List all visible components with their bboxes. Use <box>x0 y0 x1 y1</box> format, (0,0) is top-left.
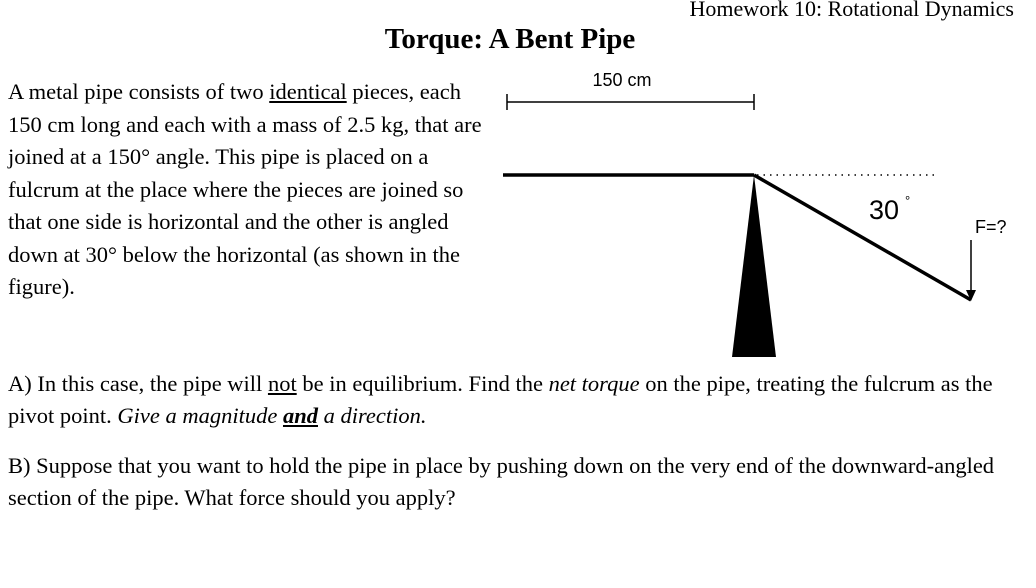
part-a-text: A) In this case, the pipe will <box>8 371 268 396</box>
bent-pipe-figure <box>495 60 1025 365</box>
question-part-b: B) Suppose that you want to hold the pipe in place by pushing down on the very end of the downward-angled section of the pipe. What force should you apply? <box>8 453 995 510</box>
homework-header: Homework 10: Rotational Dynamics <box>689 0 1014 21</box>
bent-pipe-diagram <box>495 60 1025 365</box>
intro-text-rest: pieces, each 150 cm long and each with a mass of 2.5 kg, that are joined at a 150° angle. This pipe is placed on a fulcrum at the place where the pieces are joined so that one side is horizontal and the other is angled down at 30° below the horizontal (as shown in the figure). <box>8 79 482 299</box>
angle-label: 30 <box>869 195 900 225</box>
question-part-a <box>8 368 1018 432</box>
length-label: 150 cm <box>592 70 652 90</box>
angle-degree-mark: ° <box>905 193 911 208</box>
part-a-text-2: be in equilibrium. Find the <box>296 371 549 396</box>
part-a-instruction: Give a magnitude <box>117 403 283 428</box>
problem-intro <box>8 76 492 304</box>
part-a-text-3: on the pipe, treating the fulcrum as the pivot point. <box>8 371 993 428</box>
intro-underlined-word: identical <box>269 79 347 104</box>
force-label: F=? <box>975 217 1007 237</box>
fulcrum <box>732 175 776 357</box>
part-a-instruction-end: a direction. <box>318 403 427 428</box>
part-a-emphasis-and: and <box>282 403 318 428</box>
part-a-underlined-not: not <box>267 371 297 396</box>
part-a-net-torque: net torque <box>548 371 640 396</box>
angled-pipe-segment <box>754 175 971 300</box>
intro-text-start: A metal pipe consists of two <box>8 79 270 104</box>
page-title: Torque: A Bent Pipe <box>384 23 636 55</box>
